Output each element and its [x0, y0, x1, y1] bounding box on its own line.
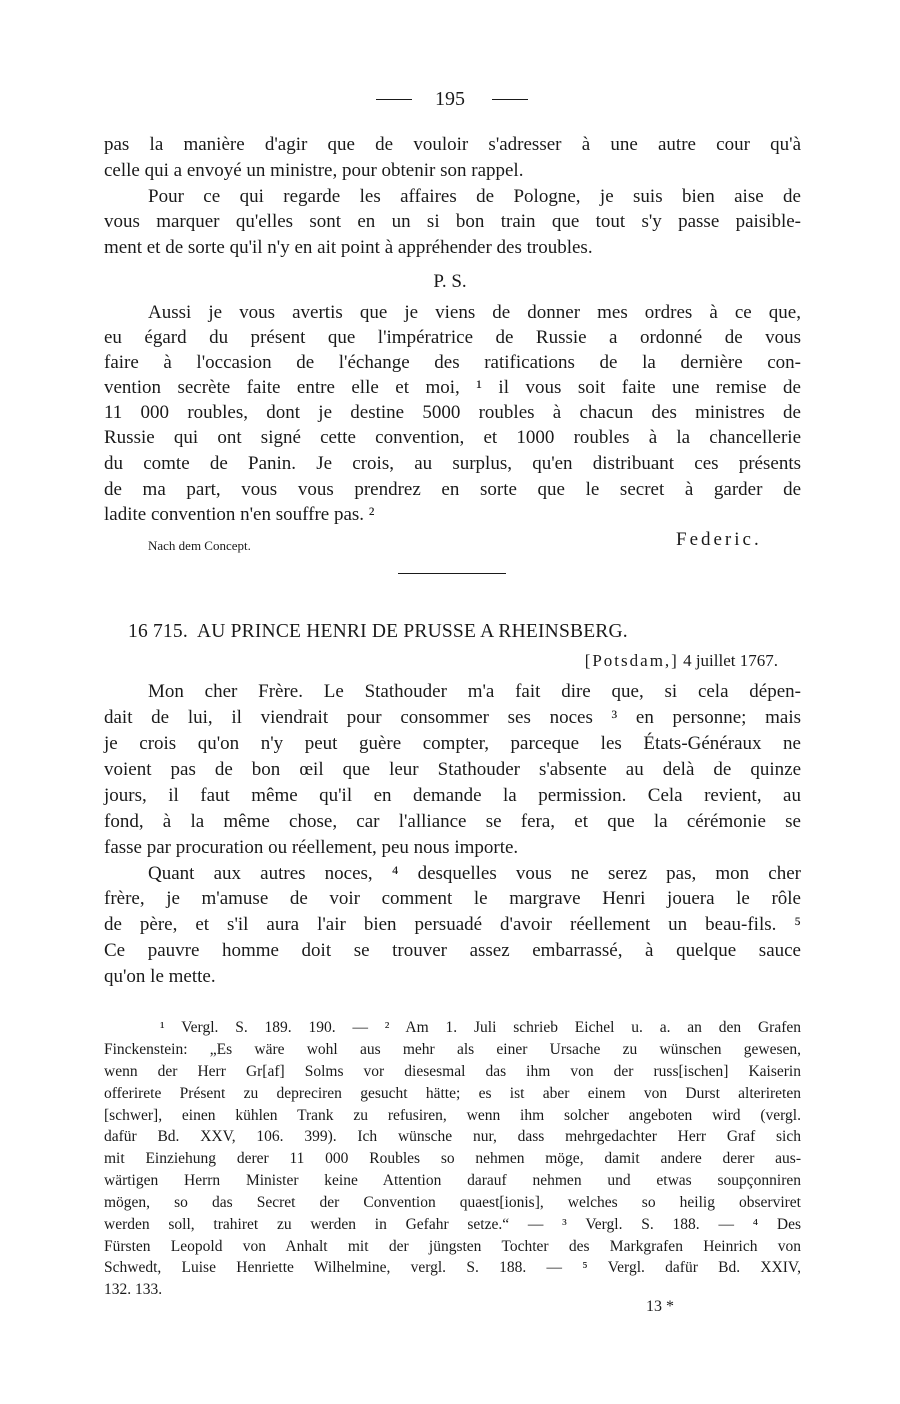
text-line: Russie qui ont signé cette convention, et 1000 roubles à la chancellerie: [104, 427, 801, 448]
footnote-line: wärtigen Herrn Minister keine Attention darauf nehmen und etwas soupçonniren: [104, 1172, 801, 1189]
section-divider: [398, 573, 506, 574]
text-line: de ma part, vous vous prendrez en sorte que le secret à garder de: [104, 479, 801, 500]
text-line: qu'on le mette.: [104, 966, 216, 987]
text-line: Aussi je vous avertis que je viens de donner mes ordres à ce que,: [148, 302, 801, 323]
text-line: 11 000 roubles, dont je destine 5000 roubles à chacun des ministres de: [104, 402, 801, 423]
header-rule-right: [492, 99, 528, 100]
text-line: dait de lui, il viendrait pour consommer ses noces ³ en personne; mais: [104, 707, 801, 728]
footnote-line: Finckenstein: „Es wäre wohl aus mehr als einer Ursache zu wünschen gewesen,: [104, 1041, 801, 1058]
footnote-line: Schwedt, Luise Henriette Wilhelmine, vergl. S. 188. — ⁵ Vergl. dafür Bd. XXIV,: [104, 1259, 801, 1276]
header-rule-left: [376, 99, 412, 100]
text-line: du comte de Panin. Je crois, au surplus, qu'en distribuant ces présents: [104, 453, 801, 474]
text-line: celle qui a envoyé un ministre, pour obtenir son rappel.: [104, 160, 524, 181]
footnote-line: Fürsten Leopold von Anhalt mit der jüngsten Tochter des Markgrafen Heinrich von: [104, 1238, 801, 1255]
text-line: eu égard du présent que l'impératrice de Russie a ordonné de vous: [104, 327, 801, 348]
footnote-line: mit Einziehung derer 11 000 Roubles so nehmen möge, damit andere derer aus-: [104, 1150, 801, 1167]
text-line: de père, et s'il aura l'air bien persuadé d'avoir réellement un beau-fils. ⁵: [104, 914, 801, 935]
dateline-date: 4 juillet 1767.: [683, 651, 778, 670]
text-line: faire à l'occasion de l'échange des ratifications de la dernière con-: [104, 352, 801, 373]
source-note: Nach dem Concept.: [148, 538, 251, 553]
footnote-line: offerirete Présent zu depreciren gesucht hätte; es ist aber einem von Durst alterireten: [104, 1085, 801, 1102]
footnote-line: wenn der Herr Gr[af] Solms vor diesesmal das ihm von der russ[ischen] Kaiserin: [104, 1063, 801, 1080]
text-line: Pour ce qui regarde les affaires de Pologne, je suis bien aise de: [148, 186, 801, 207]
text-line: vention secrète faite entre elle et moi, ¹ il vous soit faite une remise de: [104, 377, 801, 398]
postscript-heading: P. S.: [433, 271, 467, 292]
text-line: Ce pauvre homme doit se trouver assez embarrassé, à quelque sauce: [104, 940, 801, 961]
signature: Federic.: [676, 529, 762, 550]
footnote-line: dafür Bd. XXV, 106. 399). Ich wünsche nur, dass mehrgedachter Herr Graf sich: [104, 1128, 801, 1145]
signature-mark: 13 *: [646, 1298, 674, 1315]
page-number: 195: [435, 88, 465, 110]
footnote-line: 132. 133.: [104, 1281, 163, 1298]
dateline: [546, 650, 778, 672]
text-line: voient pas de bon œil que leur Stathouder s'absente au delà de quinze: [104, 759, 801, 780]
text-line: ment et de sorte qu'il n'y en ait point à appréhender des troubles.: [104, 237, 593, 258]
text-line: fasse par procuration ou réellement, peu nous importe.: [104, 837, 519, 858]
text-line: je crois qu'on n'y peut guère compter, parceque les États-Généraux ne: [104, 733, 801, 754]
dateline-place: [Potsdam,]: [584, 651, 679, 670]
footnote-line: [schwer], einen kühlen Trank zu refusiren, wenn ihm solcher angeboten wird (vergl.: [104, 1107, 801, 1124]
text-line: ladite convention n'en souffre pas. ²: [104, 504, 375, 525]
letter-heading: 16 715. AU PRINCE HENRI DE PRUSSE A RHEINSBERG.: [128, 621, 628, 642]
text-line: Mon cher Frère. Le Stathouder m'a fait dire que, si cela dépen-: [148, 681, 801, 702]
text-line: pas la manière d'agir que de vouloir s'adresser à une autre cour qu'à: [104, 134, 801, 155]
footnote-line: ¹ Vergl. S. 189. 190. — ² Am 1. Juli schrieb Eichel u. a. an den Grafen: [160, 1019, 801, 1036]
text-line: jours, il faut même qu'il en demande la permission. Cela revient, au: [104, 785, 801, 806]
footnote-line: werden soll, trahiret zu werden in Gefahr setze.“ — ³ Vergl. S. 188. — ⁴ Des: [104, 1216, 801, 1233]
text-line: Quant aux autres noces, ⁴ desquelles vous ne serez pas, mon cher: [148, 863, 801, 884]
text-line: fond, à la même chose, car l'alliance se fera, et que la cérémonie se: [104, 811, 801, 832]
text-line: frère, je m'amuse de voir comment le margrave Henri jouera le rôle: [104, 888, 801, 909]
footnote-line: mögen, so das Secret der Convention quaest[ionis], welches so heilig observiret: [104, 1194, 801, 1211]
text-line: vous marquer qu'elles sont en un si bon train que tout s'y passe paisible-: [104, 211, 801, 232]
